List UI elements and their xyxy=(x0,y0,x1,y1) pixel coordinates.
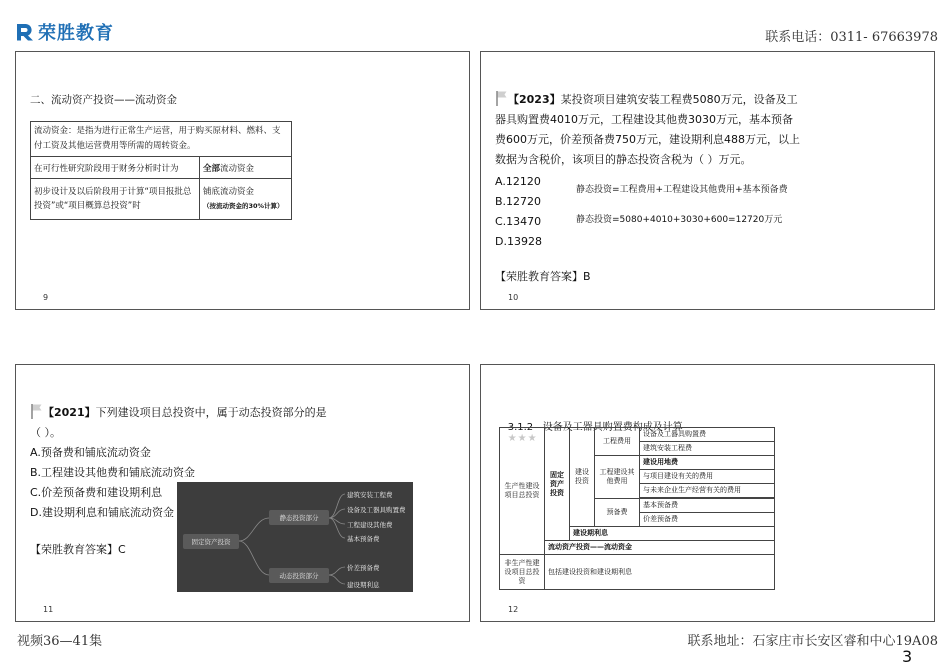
slide-9 xyxy=(15,51,470,310)
slide9-title: 二、流动资产投资——流动资金 xyxy=(30,94,177,106)
slide11-q2: （ ）。 xyxy=(30,426,61,439)
mind-dynamic-item: 建设期利息 xyxy=(347,581,380,589)
mind-dynamic-item: 价差预备费 xyxy=(347,564,380,572)
slide10-formula2: 静态投资=5080+4010+3030+600=12720万元 xyxy=(576,215,783,225)
slide9-row1-left: 在可行性研究阶段用于财务分析时计为 xyxy=(31,157,200,179)
mind-root: 固定资产投资 xyxy=(183,534,239,549)
mind-static-item: 建筑安装工程费 xyxy=(347,491,393,499)
slide-12 xyxy=(480,364,935,622)
slide9-table xyxy=(30,121,292,220)
slide12-other-item: 与未来企业生产经营有关的费用 xyxy=(640,484,775,498)
slide10-q1: 某投资项目建筑安装工程费5080万元，设备及工 xyxy=(560,93,798,106)
slide10-q2: 器具购置费4010万元，工程建设其他费3030万元，基本预备 xyxy=(495,113,793,126)
slide12-other-item: 与项目建设有关的费用 xyxy=(640,470,775,484)
slide12-title: 3.1.2 设备及工器具购置费构成及计算 xyxy=(507,422,683,433)
slide12-table xyxy=(499,427,775,590)
slide12-reserve-item: 基本预备费 xyxy=(640,499,775,513)
slide12-nonprod: 非生产性建设项目总投资 xyxy=(500,555,545,590)
slide11-option-c: C.价差预备费和建设期利息 xyxy=(30,486,163,499)
slide9-number: 9 xyxy=(43,293,49,302)
slide10-q4: 数据为含税价，该项目的静态投资含税为（ ）万元。 xyxy=(495,153,752,166)
slide9-row2-text: 铺底流动资金 xyxy=(203,187,255,197)
slide11-number: 11 xyxy=(43,605,54,614)
slide10-option-b: B.12720 xyxy=(495,195,542,208)
brand-name: 荣胜教育 xyxy=(38,23,114,44)
mind-static-item: 工程建设其他费 xyxy=(347,521,393,529)
mind-static-item: 基本预备费 xyxy=(347,535,380,543)
mind-static: 静态投资部分 xyxy=(269,510,329,525)
slide9-row1-text: 流动资金 xyxy=(220,163,255,174)
slide12-number: 12 xyxy=(508,605,519,614)
flag-icon xyxy=(495,90,508,106)
slide12-eng: 工程费用 xyxy=(595,428,640,456)
slide12-other-item: 建设用地费 xyxy=(640,456,775,470)
slide11-option-d: D.建设期利息和铺底流动资金 xyxy=(30,506,174,519)
brand-logo xyxy=(14,20,114,44)
slide11-q1: 下列建设项目总投资中，属于动态投资部分的是 xyxy=(95,406,327,419)
slide11-answer: 【荣胜教育答案】C xyxy=(30,543,126,556)
slide9-row1-right xyxy=(200,157,292,179)
mind-dynamic: 动态投资部分 xyxy=(269,568,329,583)
slide12-reserve-item: 价差预备费 xyxy=(640,513,775,527)
slide9-row1-bold: 全部 xyxy=(203,163,221,174)
slide12-other: 工程建设其他费用 xyxy=(595,456,640,499)
slide10-year: 【2023】 xyxy=(508,93,561,106)
mind-static-item: 设备及工器具购置费 xyxy=(347,506,406,514)
slide12-reserve: 预备费 xyxy=(595,499,640,527)
slide9-row2-note: （按流动资金的30%计算） xyxy=(203,202,284,210)
slide12-fixed: 固定资产投资 xyxy=(545,428,570,541)
slide12-eng-item: 建筑安装工程费 xyxy=(640,442,775,456)
slide10-formula1: 静态投资=工程费用+工程建设其他费用+基本预备费 xyxy=(576,185,788,195)
slide11-option-a: A.预备费和铺底流动资金 xyxy=(30,446,151,459)
star-rating-icon: ★★★ xyxy=(507,433,538,444)
mind-map xyxy=(177,482,413,592)
slide10-answer: 【荣胜教育答案】B xyxy=(495,270,591,283)
slide10-option-a: A.12120 xyxy=(495,175,541,188)
slide-10 xyxy=(480,51,935,310)
brand-icon xyxy=(14,21,36,43)
slide10-question xyxy=(495,90,815,252)
slide9-definition: 流动资金：是指为进行正常生产运营，用于购买原材料、燃料、支付工资及其他运营费用等所需的周转资金。 xyxy=(31,122,292,157)
slide9-row2-left: 初步设计及以后阶段用于计算“项目报批总投资”或“项目概算总投资”时 xyxy=(31,179,200,220)
slide12-interest: 建设期利息 xyxy=(570,527,775,541)
slide12-working: 流动资产投资——流动资金 xyxy=(545,541,775,555)
header-phone: 联系电话：0311- 67663978 xyxy=(765,30,938,45)
slide9-row2-right xyxy=(200,179,292,220)
slide10-q3: 费600万元，价差预备费750万元，建设期利息488万元，以上 xyxy=(495,133,800,146)
slide12-prod: 生产性建设项目总投资 xyxy=(500,428,545,555)
slide12-build: 建设投资 xyxy=(570,428,595,527)
slide10-option-d: D.13928 xyxy=(495,235,542,248)
footer-address: 联系地址：石家庄市长安区睿和中心19A08 xyxy=(687,634,938,649)
slide12-eng-item: 设备及工器具购置费 xyxy=(640,428,775,442)
page-number: 3 xyxy=(902,647,913,666)
footer-video-range: 视频36—41集 xyxy=(17,634,103,649)
slide10-option-c: C.13470 xyxy=(495,215,542,228)
slide11-year: 【2021】 xyxy=(43,406,96,419)
slide11-option-b: B.工程建设其他费和铺底流动资金 xyxy=(30,466,196,479)
slide-11 xyxy=(15,364,470,622)
slide12-nonprod-desc: 包括建设投资和建设期利息 xyxy=(545,555,775,590)
flag-icon xyxy=(30,403,43,419)
slide10-number: 10 xyxy=(508,293,519,302)
